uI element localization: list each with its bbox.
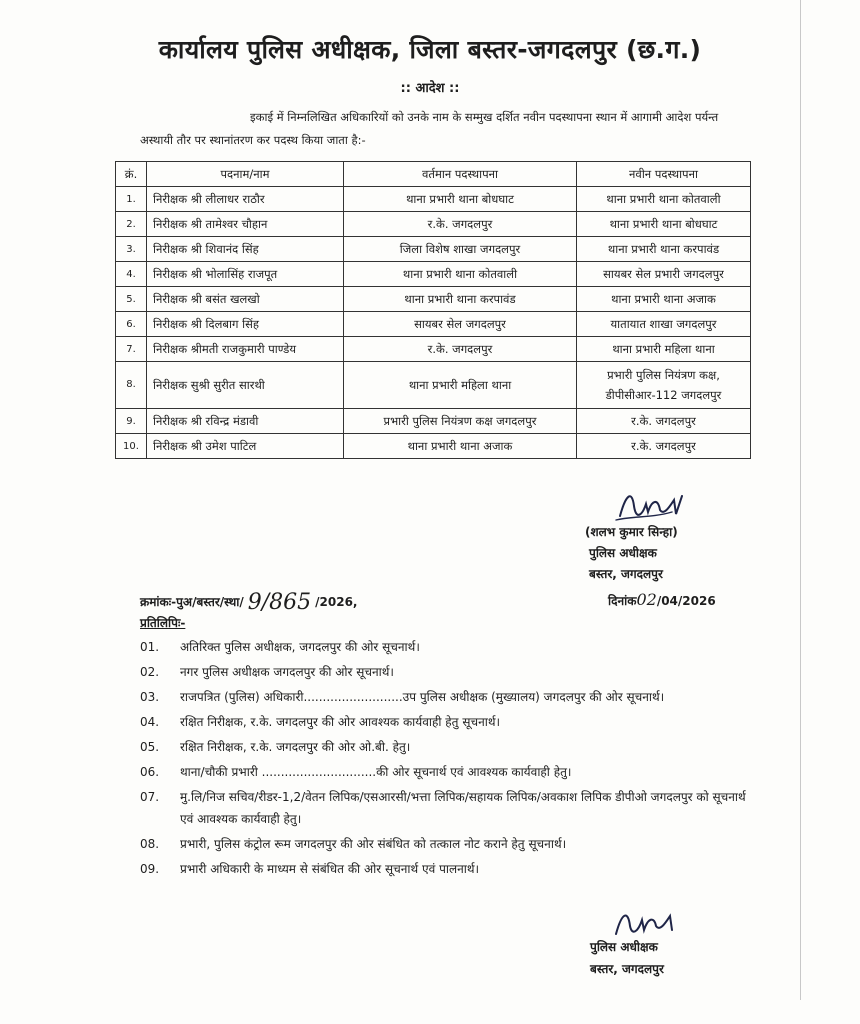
signatory-location: बस्तर, जगदलपुर xyxy=(589,567,663,581)
signatory-designation: पुलिस अधीक्षक xyxy=(589,546,657,560)
list-item-text: प्रभारी अधिकारी के माध्यम से संबंधित की ओर सूचनार्थ एवं पालनार्थ। xyxy=(180,862,480,876)
copy-to-heading: प्रतिलिपिः- xyxy=(140,616,186,630)
list-item-number: 01. xyxy=(140,640,160,654)
row-current-posting: प्रभारी पुलिस नियंत्रण कक्ष जगदलपुर xyxy=(344,409,577,434)
row-current-posting: थाना प्रभारी थाना अजाक xyxy=(344,434,577,459)
signatory-block-2 xyxy=(590,936,664,980)
row-name: निरीक्षक श्री तामेश्वर चौहान xyxy=(147,212,344,237)
reference-handwritten-number: 9/865 xyxy=(247,590,312,615)
signatory-designation-2: पुलिस अधीक्षक xyxy=(590,940,658,954)
row-new-posting: थाना प्रभारी महिला थाना xyxy=(577,337,751,362)
list-item-text: राजपत्रित (पुलिस) अधिकारी..........................उप पुलिस अधीक्षक (मुख्यालय) जगदलपुर की ओर सूचनार्थ। xyxy=(180,690,665,704)
col-header-name: पदनाम/नाम xyxy=(147,162,344,187)
table-header-row xyxy=(116,162,751,187)
row-new-posting: थाना प्रभारी थाना कोतवाली xyxy=(577,187,751,212)
col-header-new: नवीन पदस्थापना xyxy=(577,162,751,187)
page-edge-line xyxy=(800,0,801,1000)
row-name: निरीक्षक श्री लीलाधर राठौर xyxy=(147,187,344,212)
signatory-block xyxy=(585,522,678,585)
row-sn: 5. xyxy=(116,287,147,312)
list-item-text: अतिरिक्त पुलिस अधीक्षक, जगदलपुर की ओर सूचनार्थ। xyxy=(180,640,420,654)
list-item-number: 06. xyxy=(140,765,160,779)
row-current-posting: थाना प्रभारी थाना बोधघाट xyxy=(344,187,577,212)
row-new-posting: थाना प्रभारी थाना बोधघाट xyxy=(577,212,751,237)
row-sn: 1. xyxy=(116,187,147,212)
row-name: निरीक्षक श्री रविन्द्र मंडावी xyxy=(147,409,344,434)
reference-prefix: क्रमांकः-पुअ/बस्तर/स्था/ xyxy=(140,595,244,609)
row-name: निरीक्षक श्रीमती राजकुमारी पाण्डेय xyxy=(147,337,344,362)
row-name: निरीक्षक सुश्री सुरीत सारथी xyxy=(147,362,344,409)
table-row xyxy=(116,187,751,212)
list-item-number: 08. xyxy=(140,837,160,851)
signatory-location-2: बस्तर, जगदलपुर xyxy=(590,962,664,976)
row-new-posting xyxy=(577,362,751,409)
order-date xyxy=(608,590,716,609)
intro-paragraph: इकाई में निम्नलिखित अधिकारियों को उनके नाम के सम्मुख दर्शित नवीन पदस्थापना स्थान में आगामी आदेश पर्यन्त अस्थायी तौर पर स्थानांतरण कर पदस्थ किया जाता है:- xyxy=(140,110,719,147)
list-item xyxy=(140,761,755,783)
list-item-number: 07. xyxy=(140,790,160,804)
list-item-number: 02. xyxy=(140,665,160,679)
list-item xyxy=(140,636,755,658)
transfer-table xyxy=(115,161,751,459)
row-sn: 10. xyxy=(116,434,147,459)
row-new-posting: थाना प्रभारी थाना अजाक xyxy=(577,287,751,312)
list-item-text: रक्षित निरीक्षक, र.के. जगदलपुर की ओर ओ.बी. हेतु। xyxy=(180,740,411,754)
list-item-number: 04. xyxy=(140,715,160,729)
row-sn: 2. xyxy=(116,212,147,237)
office-title: कार्यालय पुलिस अधीक्षक, जिला बस्तर-जगदलपुर (छ.ग.) xyxy=(158,35,702,64)
row-current-posting: थाना प्रभारी थाना कोतवाली xyxy=(344,262,577,287)
table-row xyxy=(116,409,751,434)
row-new-posting: सायबर सेल प्रभारी जगदलपुर xyxy=(577,262,751,287)
list-item xyxy=(140,736,755,758)
row-sn: 6. xyxy=(116,312,147,337)
list-item xyxy=(140,858,755,880)
row-current-posting: सायबर सेल जगदलपुर xyxy=(344,312,577,337)
row-name: निरीक्षक श्री शिवानंद सिंह xyxy=(147,237,344,262)
row-current-posting: र.के. जगदलपुर xyxy=(344,212,577,237)
table-row xyxy=(116,237,751,262)
date-label: दिनांक xyxy=(608,594,637,608)
new-posting-line1: प्रभारी पुलिस नियंत्रण कक्ष, xyxy=(607,368,720,382)
row-new-posting: थाना प्रभारी थाना करपावंड xyxy=(577,237,751,262)
table-row xyxy=(116,362,751,409)
row-new-posting: र.के. जगदलपुर xyxy=(577,409,751,434)
row-sn: 3. xyxy=(116,237,147,262)
list-item-text: नगर पुलिस अधीक्षक जगदलपुर की ओर सूचनार्थ। xyxy=(180,665,394,679)
row-name: निरीक्षक श्री बसंत खलखो xyxy=(147,287,344,312)
list-item xyxy=(140,661,755,683)
reference-number xyxy=(140,590,357,615)
list-item-number: 05. xyxy=(140,740,160,754)
list-item-text: मु.लि/निज सचिव/रीडर-1,2/वेतन लिपिक/एसआरसी/भत्ता लिपिक/सहायक लिपिक/अवकाश लिपिक डीपीओ जगदलपुर को सूचनार्थ एवं आवश्यक कार्यवाही हेतु। xyxy=(180,790,746,826)
row-new-posting: यातायात शाखा जगदलपुर xyxy=(577,312,751,337)
row-name: निरीक्षक श्री दिलबाग सिंह xyxy=(147,312,344,337)
row-new-posting: र.के. जगदलपुर xyxy=(577,434,751,459)
reference-suffix: /2026, xyxy=(315,595,358,609)
table-row xyxy=(116,287,751,312)
list-item xyxy=(140,786,755,830)
list-item xyxy=(140,686,755,708)
new-posting-line2: डीपीसीआर-112 जगदलपुर xyxy=(605,388,722,402)
table-row xyxy=(116,262,751,287)
table-row xyxy=(116,312,751,337)
row-current-posting: जिला विशेष शाखा जगदलपुर xyxy=(344,237,577,262)
row-name: निरीक्षक श्री उमेश पाटिल xyxy=(147,434,344,459)
list-item-text: थाना/चौकी प्रभारी ..............................की ओर सूचनार्थ एवं आवश्यक कार्यवाही हेतु। xyxy=(180,765,572,779)
row-current-posting: थाना प्रभारी महिला थाना xyxy=(344,362,577,409)
row-current-posting: थाना प्रभारी थाना करपावंड xyxy=(344,287,577,312)
list-item xyxy=(140,711,755,733)
signatory-name: (शलभ कुमार सिन्हा) xyxy=(585,525,678,539)
row-current-posting: र.के. जगदलपुर xyxy=(344,337,577,362)
list-item xyxy=(140,833,755,855)
date-handwritten-day: 02 xyxy=(636,590,657,609)
row-sn: 8. xyxy=(116,362,147,409)
row-sn: 9. xyxy=(116,409,147,434)
table-row xyxy=(116,212,751,237)
date-rest: /04/2026 xyxy=(656,594,716,608)
row-sn: 7. xyxy=(116,337,147,362)
list-item-text: रक्षित निरीक्षक, र.के. जगदलपुर की ओर आवश्यक कार्यवाही हेतु सूचनार्थ। xyxy=(180,715,501,729)
row-sn: 4. xyxy=(116,262,147,287)
order-heading: :: आदेश :: xyxy=(400,81,460,96)
table-row xyxy=(116,337,751,362)
col-header-sn: क्रं. xyxy=(116,162,147,187)
row-name: निरीक्षक श्री भोलासिंह राजपूत xyxy=(147,262,344,287)
list-item-number: 03. xyxy=(140,690,160,704)
list-item-number: 09. xyxy=(140,862,160,876)
table-row xyxy=(116,434,751,459)
list-item-text: प्रभारी, पुलिस कंट्रोल रूम जगदलपुर की ओर संबंधित को तत्काल नोट कराने हेतु सूचनार्थ। xyxy=(180,837,567,851)
col-header-current: वर्तमान पदस्थापना xyxy=(344,162,577,187)
copy-to-list xyxy=(140,636,755,880)
